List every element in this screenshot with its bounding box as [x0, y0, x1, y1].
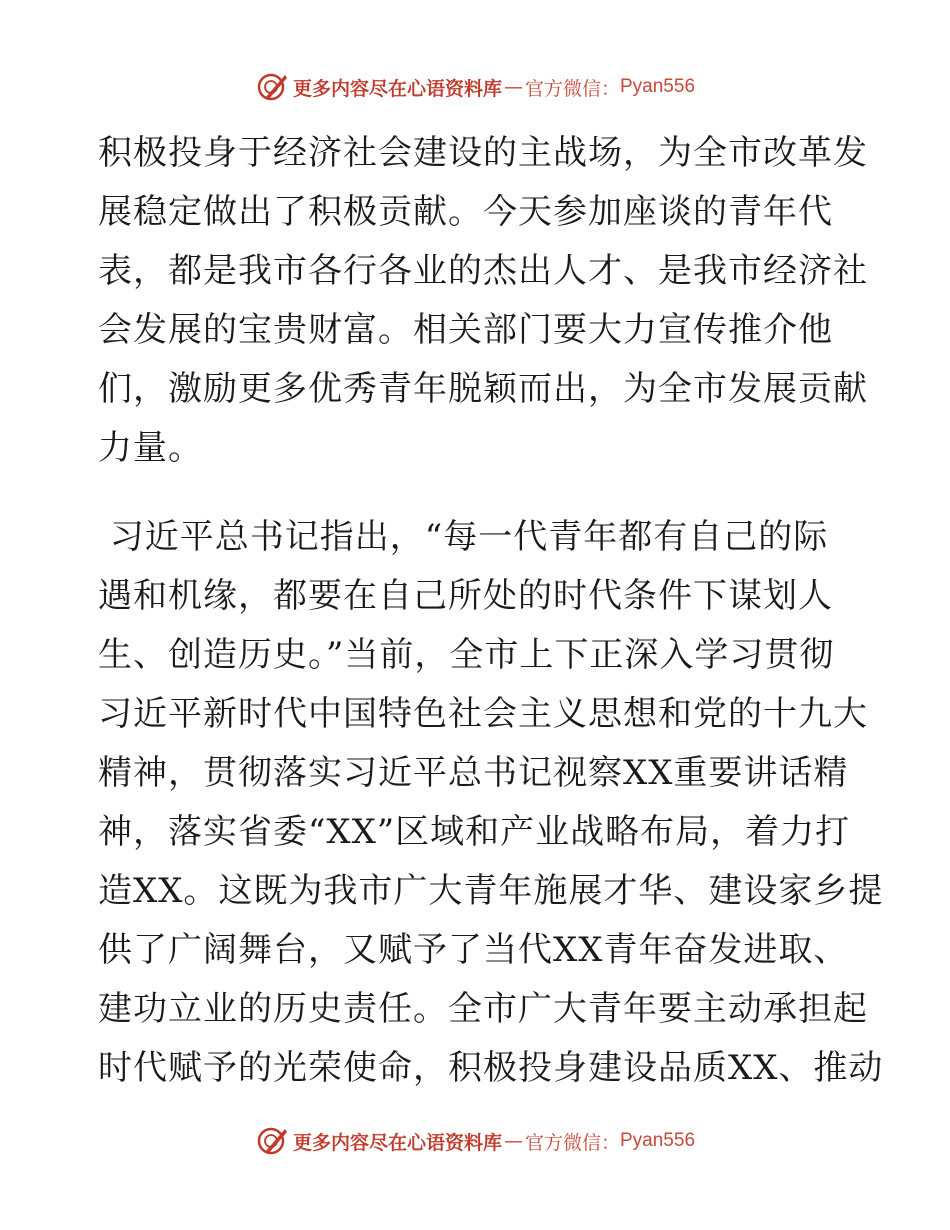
text-line: 时代赋予的光荣使命，积极投身建设品质XX、推动 [98, 1048, 884, 1088]
watermark-brand: 更多内容尽在心语资料库 [292, 1131, 502, 1154]
footer-watermark [0, 1124, 950, 1158]
watermark-dash: — [503, 1130, 523, 1152]
text-line: 们，激励更多优秀青年脱颖而出，为全市发展贡献 [98, 369, 868, 409]
text-line: 造XX。这既为我市广大青年施展才华、建设家乡提 [98, 871, 884, 911]
paragraph-2 [98, 508, 884, 1098]
text-line: 力量。 [98, 428, 203, 468]
watermark-dash: — [503, 76, 523, 98]
watermark-wechat-account: Pyan556 [620, 1130, 696, 1151]
text-line: 遇和机缘，都要在自己所处的时代条件下谋划人 [98, 576, 833, 616]
text-line: 积极投身于经济社会建设的主战场，为全市改革发 [98, 133, 868, 173]
watermark-wechat-label: 官方微信： [524, 1131, 620, 1154]
watermark-wechat-label: 官方微信： [524, 77, 620, 100]
text-line: 会发展的宝贵财富。相关部门要大力宣传推介他 [98, 310, 833, 350]
header-watermark [0, 70, 950, 104]
text-line: 习近平总书记指出，“每一代青年都有自己的际 [98, 517, 829, 557]
text-line: 习近平新时代中国特色社会主义思想和党的十九大 [98, 694, 868, 734]
pen-logo-icon [255, 70, 289, 104]
text-line: 表，都是我市各行各业的杰出人才、是我市经济社 [98, 251, 868, 291]
pen-logo-icon [255, 1124, 289, 1158]
text-line: 神，落实省委“XX”区域和产业战略布局，着力打 [98, 812, 851, 852]
watermark-brand: 更多内容尽在心语资料库 [292, 77, 502, 100]
text-line: 生、创造历史。”当前，全市上下正深入学习贯彻 [98, 635, 835, 675]
paragraph-1 [98, 124, 868, 478]
watermark-wechat-account: Pyan556 [620, 76, 696, 97]
text-line: 精神，贯彻落实习近平总书记视察XX重要讲话精 [98, 753, 849, 793]
text-line: 供了广阔舞台，又赋予了当代XX青年奋发进取、 [98, 930, 849, 970]
paragraph-gap [98, 478, 858, 508]
text-line: 展稳定做出了积极贡献。今天参加座谈的青年代 [98, 192, 833, 232]
document-body [98, 124, 884, 1098]
text-line: 建功立业的历史责任。全市广大青年要主动承担起 [98, 989, 868, 1029]
